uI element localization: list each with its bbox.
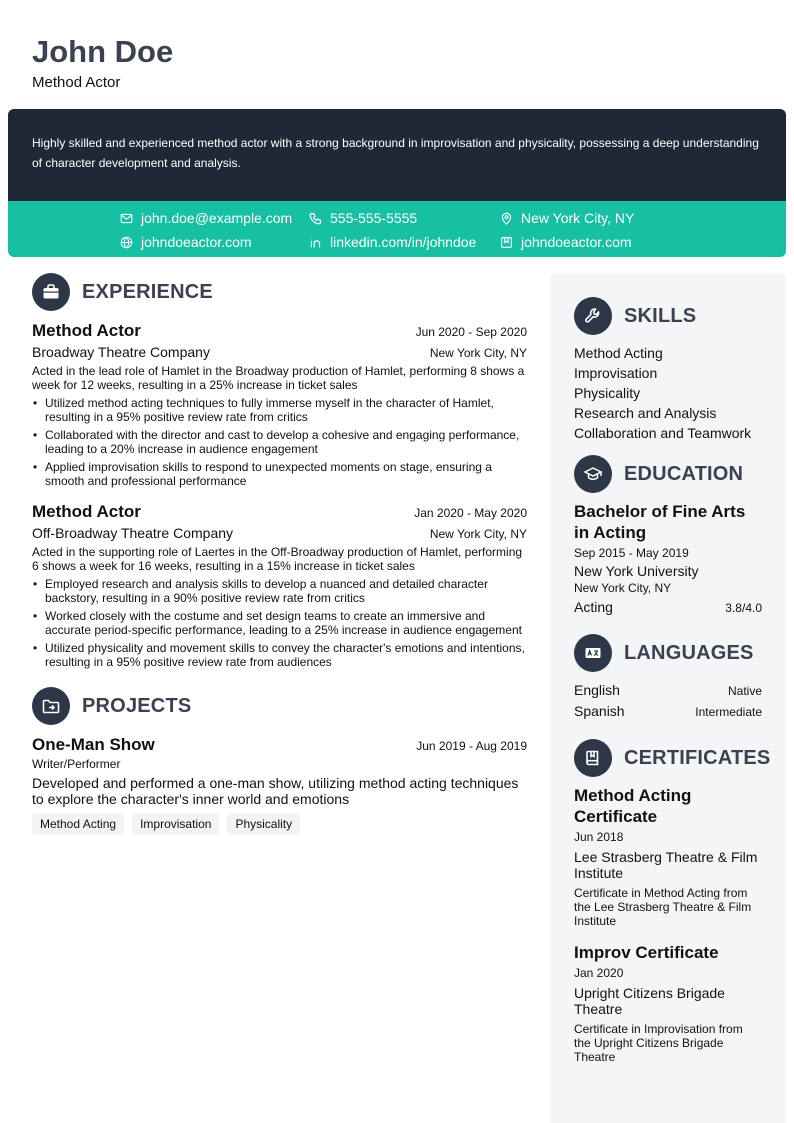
project-item — [32, 735, 527, 835]
job-bullet: • Worked closely with the costume and set design teams to create an immersive and accurate period-specific performance, leading to a 25% increase in audience engagement — [32, 609, 527, 637]
sidebar — [550, 273, 786, 1123]
briefcase-icon — [32, 273, 70, 311]
mail-icon — [120, 212, 133, 225]
skill-item: Research and Analysis — [574, 405, 717, 421]
contact-linkedin[interactable] — [309, 234, 476, 250]
job-bullets — [32, 577, 527, 669]
job-bullet: • Applied improvisation skills to respond to unexpected moments on stage, ensuring a smooth and professional performance — [32, 460, 527, 488]
job-location: New York City, NY — [429, 527, 527, 541]
summary-panel — [8, 109, 786, 201]
projects-heading — [32, 687, 527, 725]
education-degree: Bachelor of Fine Arts in Acting — [574, 502, 746, 542]
location-pin-icon — [500, 212, 513, 225]
phone-icon — [309, 212, 322, 225]
linkedin-icon — [309, 236, 322, 249]
certificate-description: Certificate in Improvisation from the Upright Citizens Brigade Theatre — [574, 1022, 743, 1064]
job-bullet: • Collaborated with the director and cast to develop a cohesive and engaging performance, leading to a 20% increase in audience engagement — [32, 428, 527, 456]
globe-icon — [120, 236, 133, 249]
language-item — [574, 680, 762, 701]
skills-heading — [574, 297, 762, 335]
languages-heading — [574, 634, 762, 672]
translate-icon — [574, 634, 612, 672]
project-tag: Physicality — [227, 813, 300, 835]
certificates-title: CERTIFICATES — [624, 746, 771, 769]
skill-item: Collaboration and Teamwork — [574, 425, 752, 441]
skills-list — [574, 343, 762, 443]
skill-item: Improvisation — [574, 365, 658, 381]
job-bullet: • Utilized method acting techniques to fully immerse myself in the character of Hamlet, resulting in a 95% positive review rate from critics — [32, 396, 527, 424]
summary-text: Highly skilled and experienced method actor with a strong background in improvisation and physicality, possessing a deep understanding of character development and analysis. — [32, 136, 759, 170]
education-item — [574, 501, 762, 618]
job-date: Jan 2020 - May 2020 — [414, 506, 527, 520]
education-gpa: 3.8/4.0 — [725, 601, 762, 615]
email-text: john.doe@example.com — [141, 210, 293, 226]
certificate-date: Jun 2018 — [574, 830, 624, 844]
certificate-description: Certificate in Method Acting from the Lee Strasberg Theatre & Film Institute — [574, 886, 752, 928]
job-title: Method Actor — [32, 321, 141, 340]
language-level: Intermediate — [695, 705, 762, 719]
contact-bar — [8, 201, 786, 257]
experience-title: EXPERIENCE — [82, 280, 213, 303]
project-tags — [32, 813, 527, 835]
phone-text: 555-555-5555 — [330, 210, 418, 226]
language-name: Spanish — [574, 703, 625, 719]
book-icon — [574, 739, 612, 777]
job-date: Jun 2020 - Sep 2020 — [415, 325, 527, 339]
certificate-issuer: Lee Strasberg Theatre & Film Institute — [574, 849, 758, 881]
project-tag: Method Acting — [32, 813, 124, 835]
experience-item — [32, 502, 527, 669]
main-column — [32, 273, 527, 835]
education-field: Acting — [574, 599, 613, 615]
candidate-title: Method Actor — [32, 74, 121, 91]
skill-item: Method Acting — [574, 345, 663, 361]
project-date: Jun 2019 - Aug 2019 — [416, 739, 527, 753]
company-name: Off-Broadway Theatre Company — [32, 525, 234, 541]
education-title: EDUCATION — [624, 462, 744, 485]
certificate-name: Method Acting Certificate — [574, 786, 692, 826]
experience-item — [32, 321, 527, 488]
job-summary: Acted in the supporting role of Laertes in the Off-Broadway production of Hamlet, performing 6 shows a week for 16 weeks, resulting in a 15% increase in ticket sales — [32, 545, 523, 573]
linkedin-text: linkedin.com/in/johndoe — [330, 234, 477, 250]
job-bullet: • Employed research and analysis skills to develop a nuanced and detailed character backstory, resulting in a 90% positive review rate from critics — [32, 577, 527, 605]
contact-phone[interactable] — [309, 210, 417, 226]
projects-title: PROJECTS — [82, 694, 192, 717]
certificates-heading — [574, 739, 771, 777]
contact-location — [500, 210, 634, 226]
project-tag: Improvisation — [132, 813, 219, 835]
skill-item: Physicality — [574, 385, 641, 401]
project-description: Developed and performed a one-man show, utilizing method acting techniques to explore the character's inner world and emotions — [32, 775, 519, 807]
certificate-item — [574, 785, 762, 928]
contact-website[interactable] — [120, 234, 252, 250]
education-heading — [574, 455, 762, 493]
job-bullets — [32, 396, 527, 488]
languages-title: LANGUAGES — [624, 641, 754, 664]
contact-portfolio[interactable] — [500, 234, 632, 250]
language-level: Native — [727, 684, 762, 698]
portfolio-text: johndoeactor.com — [521, 234, 632, 250]
certificate-name: Improv Certificate — [574, 943, 719, 962]
job-location: New York City, NY — [429, 346, 527, 360]
job-bullet: • Utilized physicality and movement skills to convey the character's emotions and intentions, resulting in a 95% positive review rate from audiences — [32, 641, 527, 669]
website-text: johndoeactor.com — [141, 234, 252, 250]
languages-list — [574, 680, 762, 722]
education-date: Sep 2015 - May 2019 — [574, 546, 689, 560]
language-name: English — [574, 682, 620, 698]
certificate-date: Jan 2020 — [574, 966, 624, 980]
graduation-cap-icon — [574, 455, 612, 493]
project-role: Writer/Performer — [32, 757, 121, 771]
resume-header — [32, 34, 173, 91]
company-name: Broadway Theatre Company — [32, 344, 210, 360]
job-summary: Acted in the lead role of Hamlet in the Broadway production of Hamlet, performing 8 shows a week for 12 weeks, resulting in a 25% increase in ticket sales — [32, 364, 525, 392]
project-title: One-Man Show — [32, 735, 155, 754]
education-school: New York University — [574, 563, 699, 579]
language-item — [574, 701, 762, 722]
education-location: New York City, NY — [574, 581, 672, 595]
certificate-issuer: Upright Citizens Brigade Theatre — [574, 985, 725, 1017]
certificate-item — [574, 942, 762, 1064]
contact-email[interactable] — [120, 210, 292, 226]
candidate-name: John Doe — [32, 34, 174, 69]
wrench-icon — [574, 297, 612, 335]
job-title: Method Actor — [32, 502, 141, 521]
skills-title: SKILLS — [624, 304, 697, 327]
location-text: New York City, NY — [521, 210, 635, 226]
experience-heading — [32, 273, 527, 311]
folder-icon — [32, 687, 70, 725]
bookmark-icon — [500, 236, 513, 249]
